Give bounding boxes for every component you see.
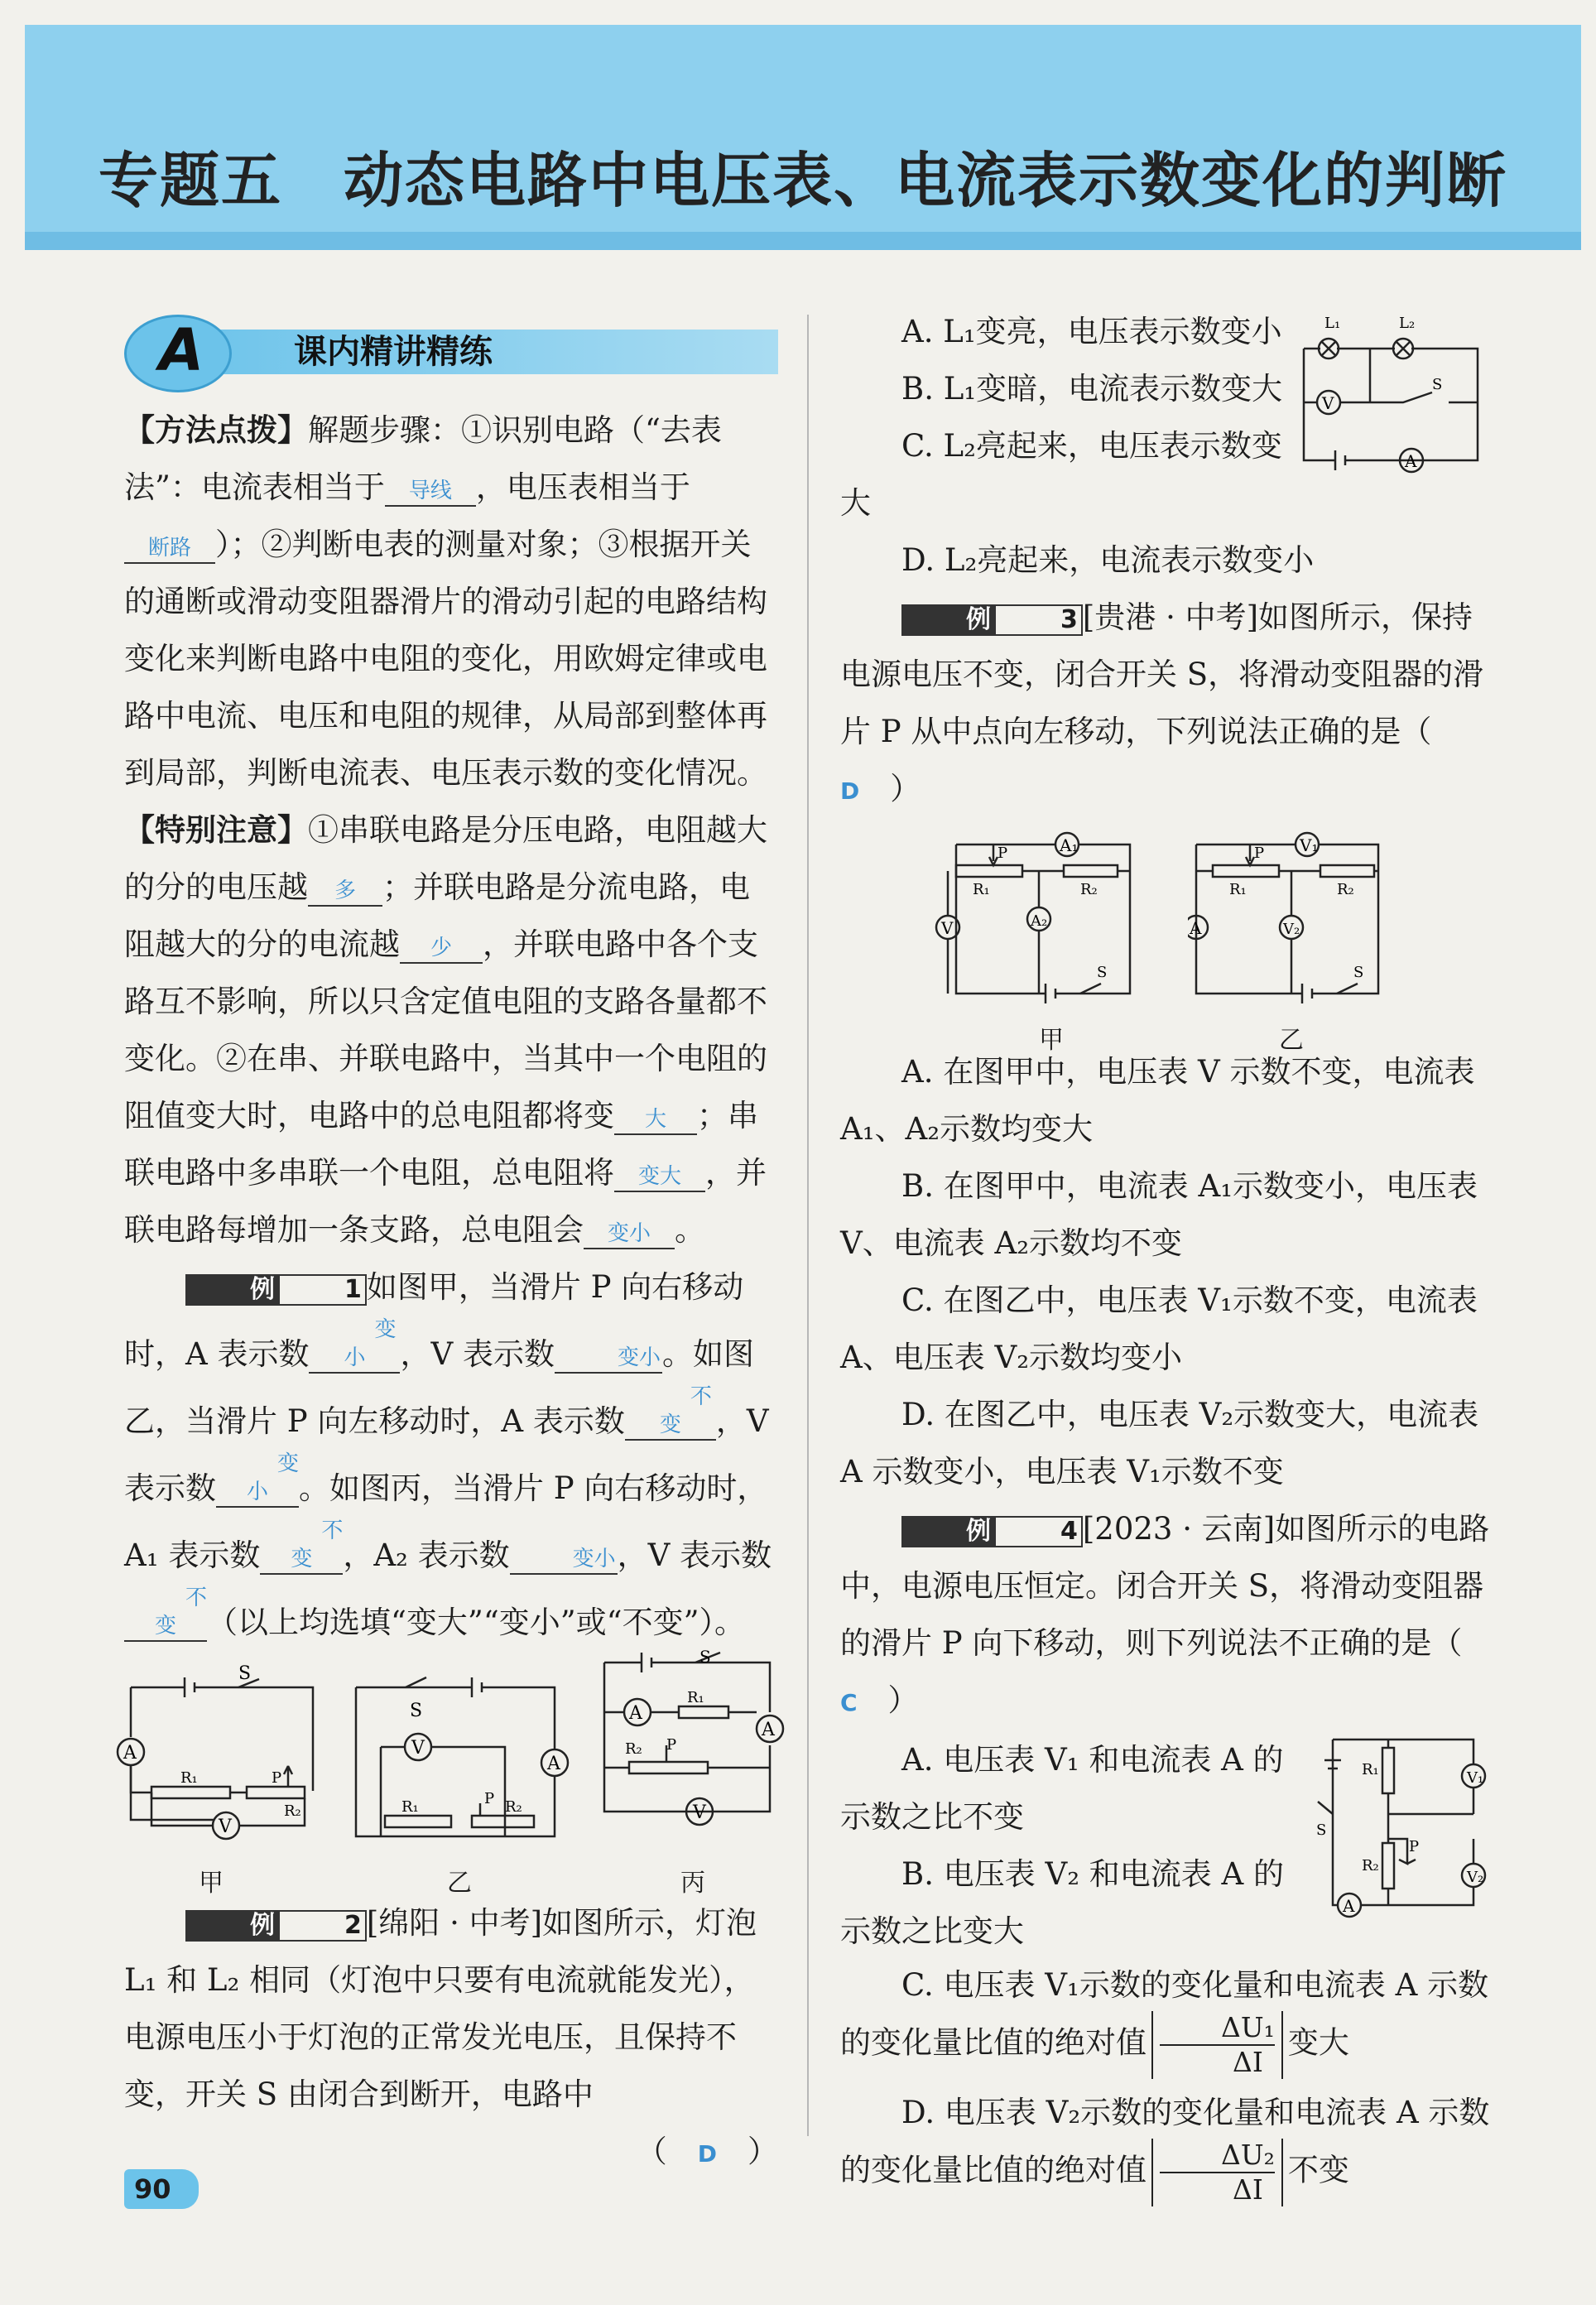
- svg-text:S: S: [238, 1663, 252, 1684]
- svg-text:R₁: R₁: [1362, 1761, 1379, 1778]
- svg-text:V: V: [411, 1738, 425, 1759]
- svg-text:A: A: [1343, 1896, 1355, 1916]
- svg-text:A: A: [762, 1720, 775, 1740]
- column-divider: [807, 315, 809, 2136]
- svg-text:P: P: [1409, 1838, 1420, 1855]
- page-number: 90: [124, 2169, 199, 2209]
- svg-text:P: P: [666, 1736, 677, 1754]
- answer-blank: 断路: [124, 534, 215, 564]
- figure-caption: 乙: [1279, 1026, 1304, 1055]
- svg-text:R₁: R₁: [687, 1689, 704, 1706]
- svg-text:R₁: R₁: [973, 881, 990, 898]
- svg-text:R₂: R₂: [284, 1802, 301, 1820]
- svg-text:S: S: [1353, 964, 1364, 981]
- svg-text:S: S: [1097, 964, 1108, 981]
- svg-text:R₁: R₁: [1229, 881, 1247, 898]
- svg-text:S: S: [410, 1701, 423, 1721]
- option-d: D. 电压表 V₂示数的变化量和电流表 A 示数的变化量比值的绝对值 $\frac{\text{ΔU₂}}{\Delta I}$ 不变: [840, 2095, 1490, 2206]
- svg-text:S: S: [1432, 376, 1443, 393]
- page-title: 专题五 动态电路中电压表、电流表示数变化的判断: [98, 146, 1507, 215]
- svg-text:A₂: A₂: [1031, 912, 1048, 930]
- figure-caption: 乙: [447, 1869, 472, 1898]
- svg-text:R₂: R₂: [1080, 881, 1098, 898]
- svg-text:R₁: R₁: [180, 1769, 198, 1787]
- header-stripe: [25, 232, 1581, 250]
- svg-text:R₂: R₂: [1337, 881, 1354, 898]
- answer-blank: 导线: [385, 477, 476, 507]
- answer-blank: 不变: [124, 1584, 207, 1642]
- left-column: [124, 402, 778, 2182]
- circuit-diagram-ex4: [1316, 1723, 1498, 1930]
- circuit-diagram-ex3-jia: [931, 828, 1155, 1010]
- svg-text:A: A: [1190, 918, 1202, 938]
- example-1: 例 1 如图甲，当滑片 P 向右移动时，A 表示数变小 ，V 表示数 变小。如图乙，当滑片 P 向左移动时，A 表示数不变 ，V 表示数变小 。如图丙，当滑片 P 向右移动时，A₁ 表示数不变 ，A₂ 表示数 变小，V 表示数不变 （以上均选填“变大”“变小”或“不变”）。: [124, 1269, 772, 1640]
- svg-text:S: S: [1316, 1821, 1327, 1839]
- svg-text:V₂: V₂: [1467, 1869, 1484, 1886]
- svg-text:V₂: V₂: [1283, 921, 1300, 938]
- svg-text:V: V: [1322, 393, 1334, 413]
- svg-text:L₁: L₁: [1324, 315, 1341, 332]
- svg-text:L₂: L₂: [1399, 315, 1416, 332]
- svg-text:A₁: A₁: [1060, 835, 1079, 855]
- svg-text:V₁: V₁: [1467, 1769, 1484, 1787]
- option-c: C. 电压表 V₁示数的变化量和电流表 A 示数的变化量比值的绝对值 $\frac{\text{ΔU₁}}{\Delta I}$ 变大: [840, 1967, 1489, 2078]
- method-paragraph: 【方法点拨】解题步骤：①识别电路（“去表法”：电流表相当于 导线 ，电压表相当于断路 ）；②判断电表的测量对象；③根据开关的通断或滑动变阻器滑片的滑动引起的电路结构变化来判断电路中电阻的变化，用欧姆定律或电路中电流、电压和电阻的规律，从局部到整体再到局部，判断电流表、电压表示数的变化情况。: [124, 412, 767, 791]
- answer-blank: 变小: [309, 1316, 400, 1374]
- answer-blank: 变大: [614, 1162, 705, 1192]
- example-4-options: A. 电压表 V₁ 和电流表 A 的示数之比不变 B. 电压表 V₂ 和电流表 A 的示数之比变大 V₁ V₂ A R₁ R₂ P S: [840, 1731, 1502, 1960]
- circuit-diagram-bing: [596, 1646, 786, 1836]
- svg-text:V: V: [693, 1802, 706, 1823]
- svg-text:P: P: [997, 845, 1008, 862]
- svg-text:S: S: [699, 1647, 711, 1667]
- svg-text:R₂: R₂: [1362, 1857, 1379, 1874]
- svg-text:A: A: [123, 1743, 137, 1764]
- example-3-figures: [840, 820, 1502, 1055]
- svg-text:A: A: [629, 1703, 642, 1724]
- answer-blank: 变小: [555, 1344, 662, 1374]
- method-tag: 【方法点拨】: [124, 412, 308, 448]
- right-column: A. L₁变亮，电压表示数变小 B. L₁变暗，电流表示数变大 C. L₂亮起来，电压表示数变大 D. L₂亮起来，电流表示数变小 L₁ L₂ V A S 例 3 [贵港 · 中考]如图所示，保持电源电压不变，闭合开关 S，将滑动变阻器的滑片 P 从中点向左移动，下列说法正确的是（ D ） A₁ V A₂ P R₁ R₂ S V₁ A V₂ P R₁ R₂ S 甲 乙 A. 在图甲中，电压表 V 示数不变，电流表 A₁、A₂示数均变大 B. 在图甲中，电流表 A₁示数变小，电压表 V、电流表 A₂示数均不变 C. 在图乙中，电压表 V₁示数不变，电流表 A、电压表 V₂示数均变小 D. 在图乙中，电压表 V₂示数变大，电流表 A 示数变小，电压表 V₁示数不变 例 4 [2023 · 云南]如图所示的电路中，电源电压恒定。闭合开关 S，将滑动变阻器的滑片 P 向下移动，则下列说法不正确的是（ C ） A. 电压表 V₁ 和电流表 A 的示数之比不变 B. 电压表 V₂ 和电流表 A 的示数之比变大 V₁ V₂ A R₁ R₂ P S C. 电压表 V₁示数的变化量和电流表 A 示数的变化量比值的绝对值 $\frac{\text{ΔU₁}}{\Delta I}$ 变大 D. 电压表 V₂示数的变化量和电流表 A 示数的变化量比值的绝对值 $\frac{\text{ΔU₂}}{\Delta I}$ 不变: [840, 303, 1502, 2206]
- example-2-options: A. L₁变亮，电压表示数变小 B. L₁变暗，电流表示数变大 C. L₂亮起来，电压表示数变大 D. L₂亮起来，电流表示数变小 L₁ L₂ V A S: [840, 303, 1502, 589]
- figure-caption: 甲: [199, 1869, 224, 1898]
- answer-blank: 大: [614, 1105, 697, 1135]
- svg-text:A: A: [547, 1754, 560, 1774]
- answer-blank: 多: [308, 877, 382, 907]
- answer-blank: 不变: [625, 1383, 716, 1441]
- svg-text:R₂: R₂: [625, 1740, 642, 1758]
- svg-text:R₂: R₂: [505, 1798, 522, 1816]
- answer: D: [697, 2140, 717, 2168]
- circuit-diagram-ex2: [1287, 303, 1494, 477]
- answer-blank: 变小: [216, 1450, 299, 1508]
- svg-text:V: V: [219, 1817, 232, 1837]
- answer-blank: 变小: [584, 1220, 675, 1249]
- figure-caption: 甲: [1039, 1026, 1064, 1055]
- example-2: 例 2 [绵阳 · 中考]如图所示，灯泡 L₁ 和 L₂ 相同（灯泡中只要有电流就能发光），电源电压小于灯泡的正常发光电压，且保持不变，开关 S 由闭合到断开，电路中 （ D ）: [124, 1905, 778, 2169]
- svg-text:R₁: R₁: [401, 1798, 419, 1816]
- section-heading: [124, 315, 778, 387]
- fraction: $\frac{\text{ΔU₂}}{\Delta I}$: [1151, 2139, 1283, 2206]
- answer: D: [840, 777, 860, 805]
- circuit-diagram-ex3-yi: [1188, 828, 1411, 1010]
- answer: C: [840, 1689, 858, 1716]
- answer-blank: 不变: [260, 1517, 343, 1575]
- circuit-diagram-yi: [348, 1671, 571, 1861]
- svg-text:A: A: [1405, 451, 1417, 471]
- section-letter: A: [159, 316, 204, 384]
- answer-blank: 少: [400, 934, 483, 964]
- example-3: 例 3 [贵港 · 中考]如图所示，保持电源电压不变，闭合开关 S，将滑动变阻器的滑片 P 从中点向左移动，下列说法正确的是（ D ）: [840, 599, 1484, 806]
- fraction: $\frac{\text{ΔU₁}}{\Delta I}$: [1151, 2011, 1283, 2079]
- example-4: 例 4 [2023 · 云南]如图所示的电路中，电源电压恒定。闭合开关 S，将滑动变阻器的滑片 P 向下移动，则下列说法不正确的是（ C ）: [840, 1511, 1490, 1718]
- figure-caption: 丙: [680, 1869, 705, 1898]
- circuit-diagram-jia: [114, 1663, 329, 1853]
- example-1-figures: [123, 1647, 778, 1898]
- svg-text:P: P: [272, 1769, 282, 1787]
- svg-text:V: V: [941, 918, 954, 938]
- section-label: 课内精讲精练: [294, 333, 493, 371]
- svg-text:P: P: [1254, 845, 1265, 862]
- answer-blank: 变小: [510, 1545, 618, 1575]
- note-tag: 【特别注意】: [124, 812, 308, 848]
- note-paragraph: 【特别注意】①串联电路是分压电路，电阻越大的分的电压越 多 ；并联电路是分流电路，电阻越大的分的电流越 少 ，并联电路中各个支路互不影响，所以只含定值电阻的支路各量都不变化。②在串、并联电路中，当其中一个电阻的阻值变大时，电路中的总电阻都将变 大 ；串联电路中多串联一个电阻，总电阻将 变大 ，并联电路每增加一条支路，总电阻会 变小 。: [124, 812, 767, 1248]
- svg-text:V₁: V₁: [1300, 835, 1319, 855]
- svg-text:P: P: [484, 1790, 495, 1807]
